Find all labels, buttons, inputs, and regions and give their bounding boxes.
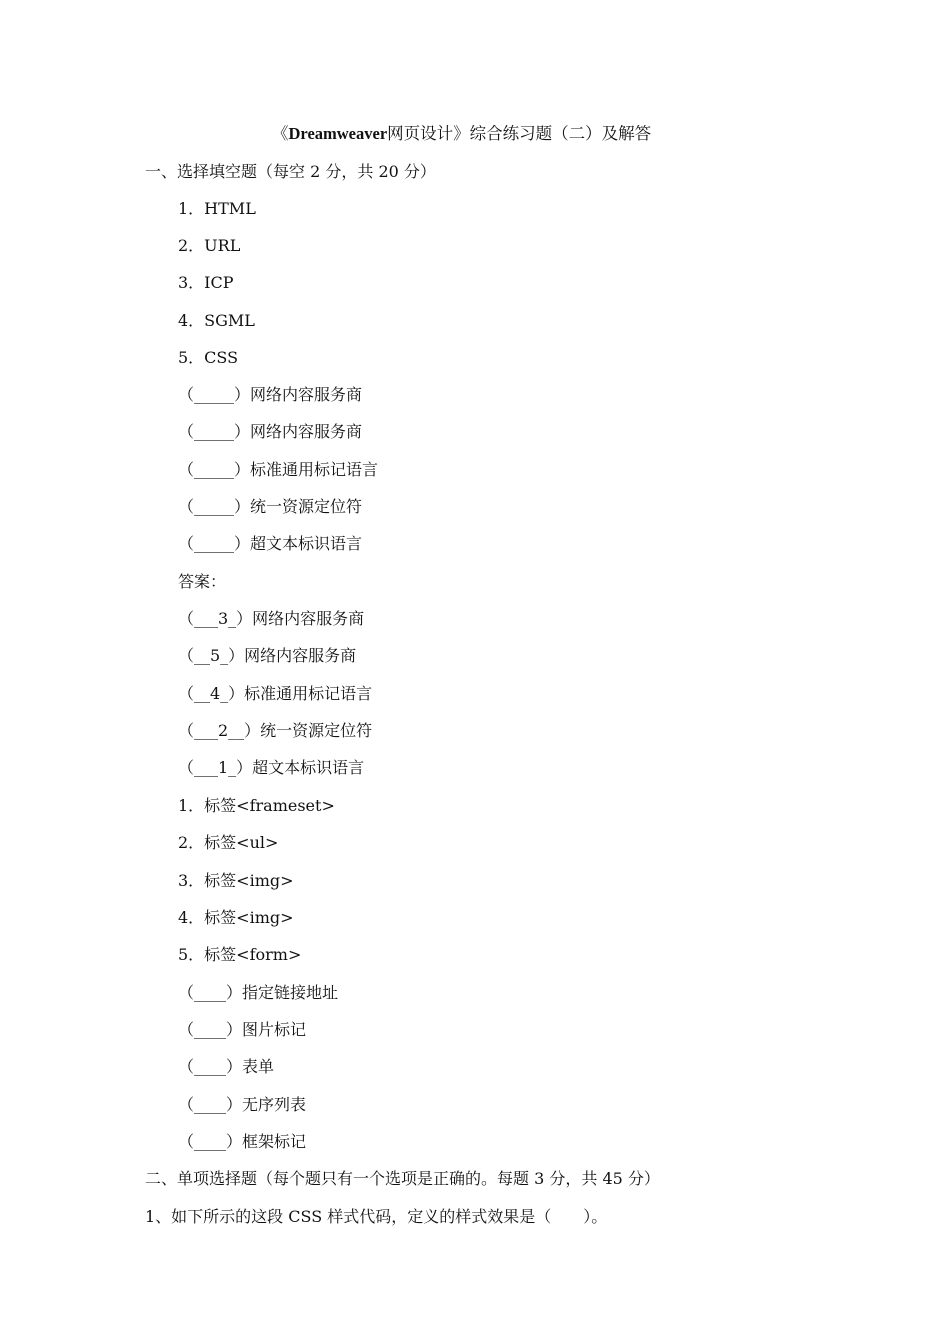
blank-item: （_____）超文本标识语言 bbox=[178, 534, 363, 553]
answer-item: （__5_）网络内容服务商 bbox=[178, 646, 357, 665]
tag-item: 1．标签<frameset> bbox=[178, 796, 335, 815]
blank-item: （_____）统一资源定位符 bbox=[178, 497, 363, 516]
blank-item: （____）表单 bbox=[178, 1057, 275, 1076]
blank-item: （____）无序列表 bbox=[178, 1095, 307, 1114]
blank-item: （_____）网络内容服务商 bbox=[178, 422, 363, 441]
answer-item: （___3_）网络内容服务商 bbox=[178, 609, 365, 628]
blank-item: （_____）网络内容服务商 bbox=[178, 385, 363, 404]
section-heading-1: 一、选择填空题（每空 2 分，共 20 分） bbox=[145, 162, 436, 181]
answer-item: （__4_）标准通用标记语言 bbox=[178, 684, 373, 703]
blank-item: （____）指定链接地址 bbox=[178, 983, 339, 1002]
question-1: 1、如下所示的这段 CSS 样式代码，定义的样式效果是（ ）。 bbox=[145, 1207, 608, 1226]
section-heading-2: 二、单项选择题（每个题只有一个选项是正确的。每题 3 分，共 45 分） bbox=[145, 1169, 660, 1188]
tag-item: 2．标签<ul> bbox=[178, 833, 279, 852]
term-item: 2．URL bbox=[178, 236, 241, 255]
tag-item: 5．标签<form> bbox=[178, 945, 302, 964]
term-item: 4．SGML bbox=[178, 311, 255, 330]
tag-item: 4．标签<img> bbox=[178, 908, 294, 927]
term-item: 3．ICP bbox=[178, 273, 234, 292]
page-title: 《Dreamweaver网页设计》综合练习题（二）及解答 bbox=[272, 124, 652, 143]
blank-item: （_____）标准通用标记语言 bbox=[178, 460, 379, 479]
answer-item: （___1_）超文本标识语言 bbox=[178, 758, 365, 777]
answer-label: 答案： bbox=[178, 572, 227, 591]
term-item: 1．HTML bbox=[178, 199, 256, 218]
answer-item: （___2__）统一资源定位符 bbox=[178, 721, 373, 740]
term-item: 5．CSS bbox=[178, 348, 239, 367]
blank-item: （____）框架标记 bbox=[178, 1132, 307, 1151]
tag-item: 3．标签<img> bbox=[178, 871, 294, 890]
blank-item: （____）图片标记 bbox=[178, 1020, 307, 1039]
